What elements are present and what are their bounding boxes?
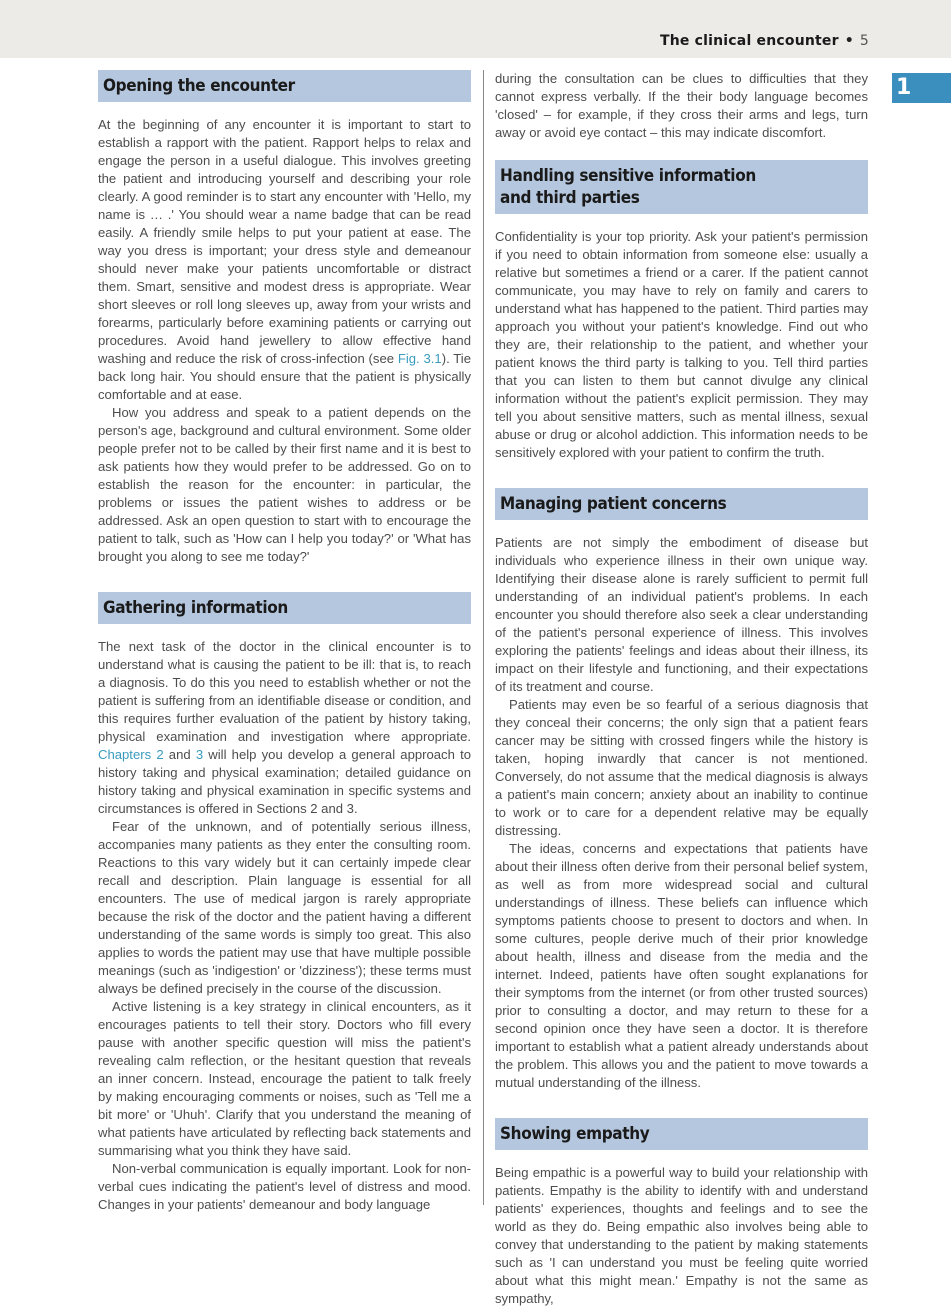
- paragraph-text: ). Tie back long hair. You should ensure that the patient is physically comfortable and at ease.: [98, 351, 472, 402]
- paragraph: Active listening is a key strategy in clinical encounters, as it encourages patients to tell their story. Doctors who fill every pause with another specific question will miss the patient's revealing calm reflection, or the hesitant question that reveals an inner concern. Instead, encourage the patient to talk freely by making encouraging comments or noises, such as 'Tell me a bit more' or 'Uhuh'. Clarify that you understand the meaning of what patients have articulated by reflecting back statements and summarising what you think they have said.: [98, 999, 471, 1158]
- heading-text: and third parties: [500, 188, 640, 208]
- figure-link[interactable]: Fig. 3.1: [397, 351, 442, 366]
- heading-text: Managing patient concerns: [500, 494, 727, 514]
- running-head-title: The clinical encounter: [659, 33, 839, 49]
- heading-text: Opening the encounter: [103, 76, 295, 96]
- paragraph-text: The next task of the doctor in the clinical encounter is to understand what is causing the patient to be ill: that is, to reach a diagnosis. To do this you need to establish whether or not the patient is suffering from an identifiable disease or condition, and this requires further evaluation of the patient by history taking, physical examination and investigation where appropriate.: [98, 639, 471, 744]
- section-heading-opening: [98, 70, 471, 102]
- section-heading-empathy: [495, 1118, 868, 1150]
- paragraph: Patients may even be so fearful of a serious diagnosis that they conceal their concerns; the only sign that a patient fears cancer may be sitting with crossed fingers while the history is taken, hoping inwardly that cancer is not mentioned. Conversely, do not assume that the medical diagnosis is always a patient's main concern; anxiety about an inability to continue to work or to care for a dependent relative may be equally distressing.: [495, 697, 868, 838]
- spacer: [98, 566, 471, 592]
- chapter-link-3[interactable]: 3: [195, 747, 204, 762]
- paragraph: [98, 638, 471, 818]
- section-heading-concerns: [495, 488, 868, 520]
- right-column: [495, 70, 868, 1308]
- bullet-icon: •: [844, 33, 854, 49]
- running-head-text: [660, 33, 869, 49]
- paragraph: Non-verbal communication is equally important. Look for non-verbal cues indicating the patient's level of distress and mood. Changes in your patients' demeanour and body language: [98, 1161, 471, 1212]
- chapter-link-2[interactable]: Chapters 2: [98, 747, 164, 762]
- heading-text: Gathering information: [103, 598, 288, 618]
- left-column: [98, 70, 471, 1214]
- paragraph: Being empathic is a powerful way to build your relationship with patients. Empathy is the ability to identify with and understand patients' experiences, thoughts and feelings and to see the world as they do. Being empathic also involves being able to convey that understanding to the patient by making statements such as 'I can understand you must be feeling quite worried about what this might mean.' Empathy is not the same as sympathy,: [495, 1165, 868, 1306]
- paragraph: during the consultation can be clues to difficulties that they cannot express verbally. If the their body language becomes 'closed' – for example, if they cross their arms and legs, turn away or avoid eye contact – this may indicate discomfort.: [495, 71, 868, 140]
- running-head: [0, 0, 951, 58]
- chapter-tab: 1: [892, 73, 951, 103]
- heading-text: Showing empathy: [500, 1124, 650, 1144]
- section-heading-sensitive: [495, 160, 868, 214]
- paragraph-text: will help you develop a general approach to history taking and physical examination; detailed guidance on history taking and physical examination in specific systems and circumstances is offered in Sections 2 and 3.: [98, 747, 471, 816]
- spacer: [495, 462, 868, 488]
- spacer: [495, 1092, 868, 1118]
- paragraph: [98, 116, 471, 404]
- paragraph: Confidentiality is your top priority. Ask your patient's permission if you need to obtain information from someone else: usually a relative but sometimes a friend or a carer. If the patient cannot communicate, you may have to rely on family and carers to understand what has happened to the patient. Third parties may approach you without your patient's knowledge. Find out who they are, their relationship to the patient, and whether your patient knows the third party is talking to you. Tell third parties that you can listen to them but cannot divulge any clinical information without the patient's explicit permission. They may tell you about sensitive matters, such as mental illness, sexual abuse or drug or alcohol addiction. This information needs to be sensitively explored with your patient to confirm the truth.: [495, 229, 868, 460]
- paragraph-text: and: [163, 747, 196, 762]
- heading-text: Handling sensitive information: [500, 166, 756, 186]
- paragraph: How you address and speak to a patient depends on the person's age, background and cultural environment. Some older people prefer not to be called by their first name and it is best to ask patients how they would prefer to be addressed. Go on to establish the reason for the encounter: in particular, the problems or issues the patient wishes to address or be addressed. Ask an open question to start with to encourage the patient to talk, such as 'How can I help you today?' or 'What has brought you along to see me today?': [98, 405, 471, 564]
- paragraph: The ideas, concerns and expectations that patients have about their illness often derive from their personal belief system, as well as from more widespread social and cultural understandings of illness. These beliefs can influence which symptoms patients choose to present to doctors and when. In some cultures, people derive much of their prior knowledge about health, illness and disease from the media and the internet. Indeed, patients have often sought explanations for their symptoms from the internet (or from other trusted sources) prior to consulting a doctor, and may return to these for a second opinion once they have seen a doctor. It is therefore important to establish what a patient already understands about the problem. This allows you and the patient to move towards a mutual understanding of the illness.: [495, 841, 868, 1090]
- paragraph-text: At the beginning of any encounter it is important to start to establish a rapport with the patient. Rapport helps to relax and engage the person in a useful dialogue. This involves greeting the patient and introducing yourself and describing your role clearly. A good reminder is to start any encounter with 'Hello, my name is … .' You should wear a name badge that can be read easily. A friendly smile helps to put your patient at ease. The way you dress is important; your dress style and demeanour should never make your patients uncomfortable or distract them. Smart, sensitive and modest dress is appropriate. Wear short sleeves or roll long sleeves up, away from your wrists and forearms, particularly before examining patients or carrying out procedures. Avoid hand jewellery to allow effective hand washing and reduce the risk of cross-infection (see: [98, 117, 471, 366]
- spacer: [495, 142, 868, 160]
- page-number: 5: [859, 33, 869, 49]
- paragraph: Patients are not simply the embodiment of disease but individuals who experience illness in their own unique way. Identifying their disease alone is rarely sufficient to permit full understanding of an individual patient's problems. In each encounter you should therefore also seek a clear understanding of the patient's personal experience of illness. This involves exploring the patients' feelings and ideas about their illness, its impact on their lifestyle and functioning, and their expectations of its treatment and course.: [495, 535, 868, 694]
- section-heading-gathering: [98, 592, 471, 624]
- column-divider: [483, 70, 484, 1205]
- paragraph: Fear of the unknown, and of potentially serious illness, accompanies many patients as they enter the consulting room. Reactions to this vary widely but it can certainly impede clear recall and description. Plain language is essential for all encounters. The use of medical jargon is rarely appropriate because the risk of the doctor and the patient having a different understanding of the same words is simply too great. This also applies to words the patient may use that have multiple possible meanings (such as 'indigestion' or 'dizziness'); these terms must always be defined precisely in the course of the discussion.: [98, 819, 471, 996]
